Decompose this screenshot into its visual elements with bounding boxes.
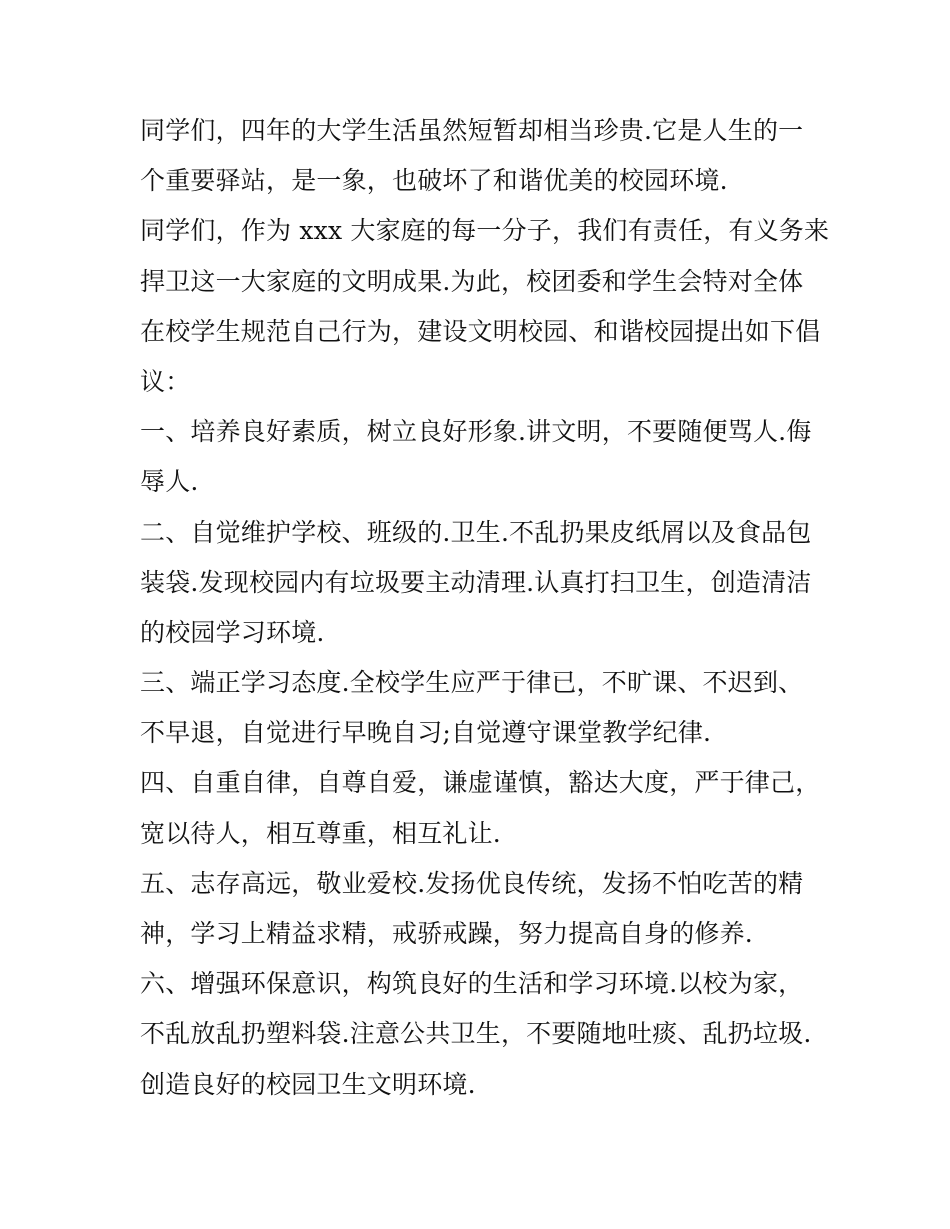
text-line: 宽以待人，相互尊重，相互礼让. — [140, 818, 501, 848]
text-line: 创造良好的校园卫生文明环境. — [140, 1069, 476, 1099]
text-line: 二、自觉维护学校、班级的.卫生.不乱扔果皮纸屑以及食品包 — [140, 517, 812, 547]
text-line: 辱人. — [140, 467, 199, 497]
text-line: 六、增强环保意识，构筑良好的生活和学习环境.以校为家， — [140, 969, 804, 999]
text-line: 个重要驿站，是一象，也破坏了和谐优美的校园环境. — [140, 166, 728, 196]
text-line: 同学们，作为 xxx 大家庭的每一分子，我们有责任，有义务来 — [140, 216, 830, 246]
text-line: 四、自重自律，自尊自爱，谦虚谨慎，豁达大度，严于律己， — [140, 768, 821, 798]
text-line: 三、端正学习态度.全校学生应严于律已，不旷课、不迟到、 — [140, 668, 804, 698]
text-line: 一、培养良好素质，树立良好形象.讲文明，不要随便骂人.侮 — [140, 417, 812, 447]
text-line: 的校园学习环境. — [140, 617, 325, 647]
text-line: 装袋.发现校园内有垃圾要主动清理.认真打扫卫生，创造清洁 — [140, 567, 812, 597]
text-line: 五、志存高远，敬业爱校.发扬优良传统，发扬不怕吃苦的精 — [140, 868, 804, 898]
text-line: 不早退，自觉进行早晚自习;自觉遵守课堂教学纪律. — [140, 718, 712, 748]
document-body — [140, 106, 830, 1110]
text-line: 神，学习上精益求精，戒骄戒躁，努力提高自身的修养. — [140, 919, 753, 948]
text-line: 在校学生规范自己行为，建设文明校园、和谐校园提出如下倡 — [140, 316, 821, 346]
text-line: 议： — [140, 366, 191, 396]
text-line: 不乱放乱扔塑料袋.注意公共卫生，不要随地吐痰、乱扔垃圾. — [140, 1019, 812, 1049]
text-line: 同学们，四年的大学生活虽然短暂却相当珍贵.它是人生的一 — [140, 116, 804, 145]
text-line: 捍卫这一大家庭的文明成果.为此，校团委和学生会特对全体 — [140, 266, 804, 296]
